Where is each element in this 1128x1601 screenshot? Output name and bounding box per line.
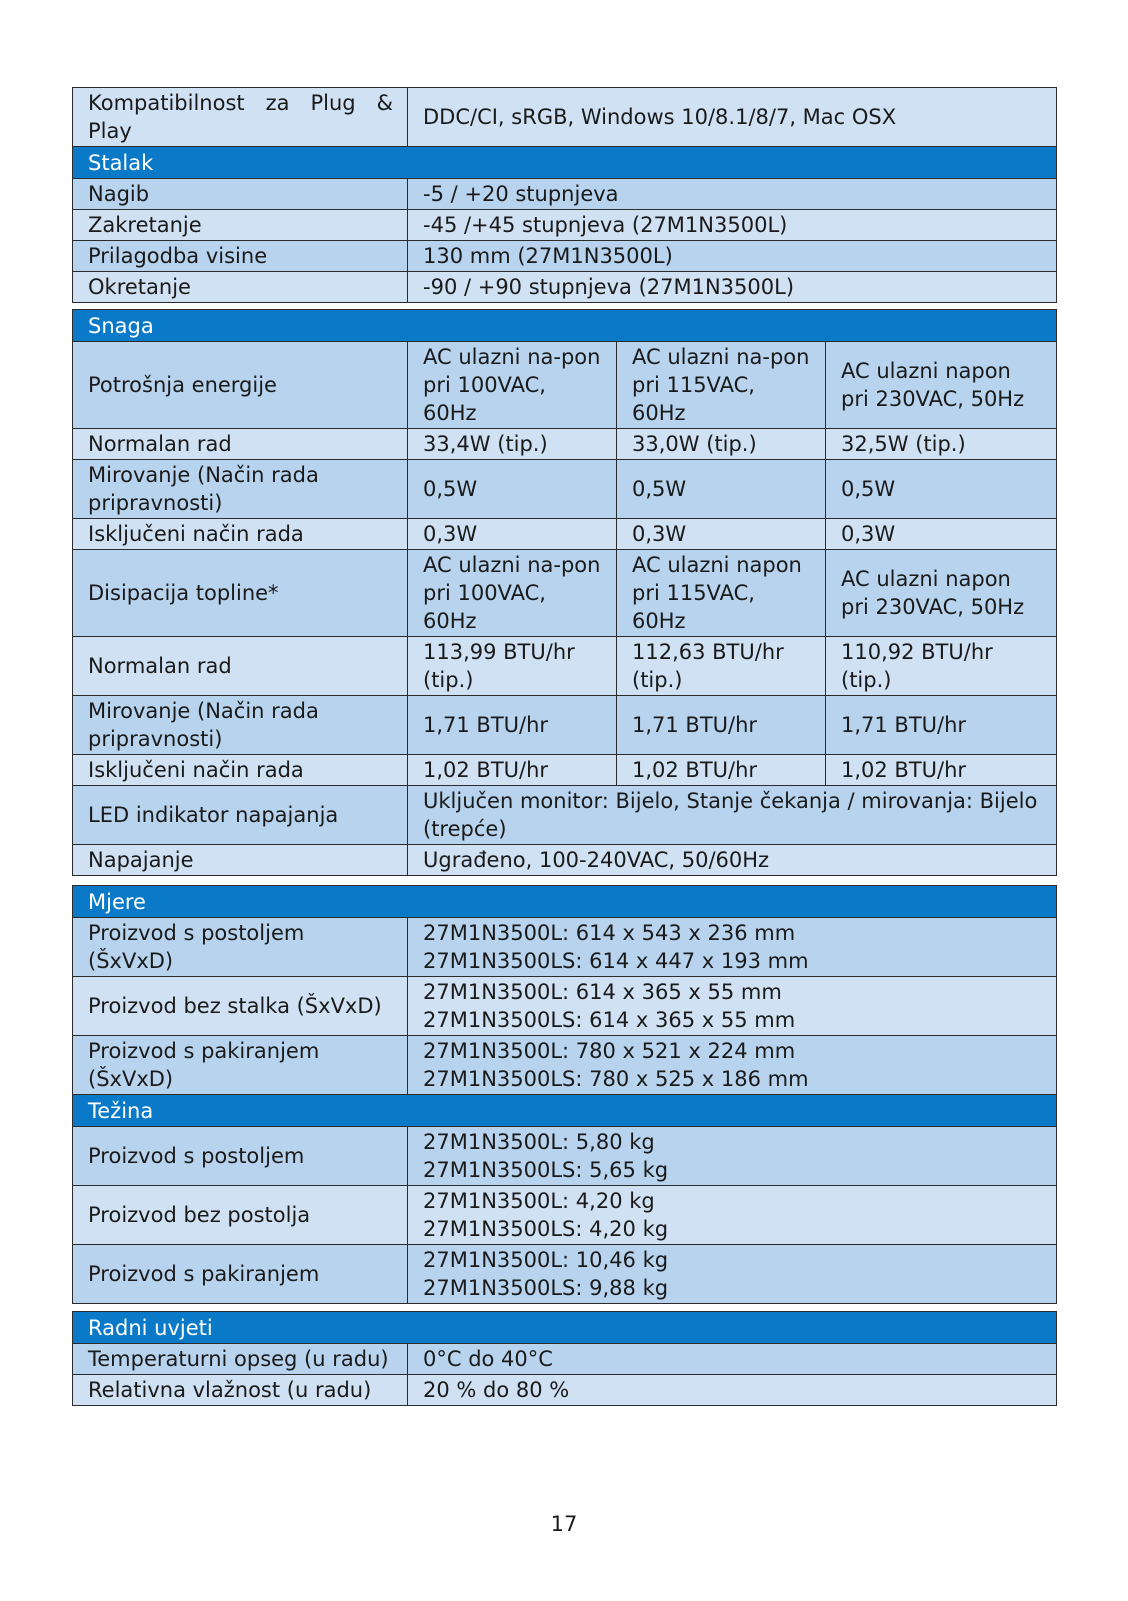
- row-label: Temperaturni opseg (u radu): [73, 1344, 408, 1375]
- row-value: [408, 1186, 1057, 1245]
- row-proizvod-s-postoljem-dim: [73, 918, 1057, 977]
- cell-115vac: 112,63 BTU/hr (tip.): [617, 637, 826, 696]
- section-header-tezina: [73, 1095, 1057, 1127]
- row-label: Napajanje: [73, 845, 408, 876]
- row-value: 0°C do 40°C: [408, 1344, 1057, 1375]
- row-label: LED indikator napajanja: [73, 786, 408, 845]
- row-proizvod-s-pakiranjem-dim: [73, 1036, 1057, 1095]
- value-line: 27M1N3500L: 614 x 543 x 236 mm: [423, 921, 796, 945]
- row-label: Prilagodba visine: [73, 241, 408, 272]
- value-line: 27M1N3500L: 4,20 kg: [423, 1189, 655, 1213]
- value-line: 27M1N3500LS: 780 x 525 x 186 mm: [423, 1067, 809, 1091]
- spec-table-operating: [72, 1311, 1057, 1406]
- row-iskljuceni-nacin-rada-btu: [73, 755, 1057, 786]
- row-relativna-vlaznost: [73, 1375, 1057, 1406]
- row-proizvod-s-pakiranjem-w: [73, 1245, 1057, 1304]
- page-number: 17: [550, 1512, 578, 1536]
- value-line: 27M1N3500LS: 614 x 365 x 55 mm: [423, 1008, 796, 1032]
- row-mirovanje-btu: [73, 696, 1057, 755]
- row-value: [408, 918, 1057, 977]
- row-label: Potrošnja energije: [73, 342, 408, 429]
- row-plug-and-play: [73, 88, 1057, 147]
- cell-230vac: 1,71 BTU/hr: [826, 696, 1057, 755]
- row-label: Proizvod s pakiranjem: [73, 1245, 408, 1304]
- section-title: Snaga: [73, 310, 1057, 342]
- row-label: Okretanje: [73, 272, 408, 303]
- row-zakretanje: [73, 210, 1057, 241]
- row-normalan-rad-btu: [73, 637, 1057, 696]
- cell-100vac: 113,99 BTU/hr (tip.): [408, 637, 617, 696]
- section-title: Stalak: [73, 147, 1057, 179]
- row-value: DDC/CI, sRGB, Windows 10/8.1/8/7, Mac OSX: [408, 88, 1057, 147]
- row-nagib: [73, 179, 1057, 210]
- row-napajanje: [73, 845, 1057, 876]
- cell-115vac: 0,5W: [617, 460, 826, 519]
- cell-230vac: 110,92 BTU/hr (tip.): [826, 637, 1057, 696]
- row-potrosnja-energije: [73, 342, 1057, 429]
- row-iskljuceni-nacin-rada: [73, 519, 1057, 550]
- cell-115vac: 1,71 BTU/hr: [617, 696, 826, 755]
- spec-table-dimensions-weight: [72, 885, 1057, 1304]
- value-line: 27M1N3500L: 10,46 kg: [423, 1248, 669, 1272]
- cell-115vac: 1,02 BTU/hr: [617, 755, 826, 786]
- cell-100vac: 0,5W: [408, 460, 617, 519]
- row-value: -45 /+45 stupnjeva (27M1N3500L): [408, 210, 1057, 241]
- section-title: Mjere: [73, 886, 1057, 918]
- row-value: -90 / +90 stupnjeva (27M1N3500L): [408, 272, 1057, 303]
- value-line: 27M1N3500LS: 5,65 kg: [423, 1158, 669, 1182]
- row-value: -5 / +20 stupnjeva: [408, 179, 1057, 210]
- row-mirovanje: [73, 460, 1057, 519]
- cell-230vac: 1,02 BTU/hr: [826, 755, 1057, 786]
- row-label: Nagib: [73, 179, 408, 210]
- row-label: Isključeni način rada: [73, 519, 408, 550]
- row-value: 130 mm (27M1N3500L): [408, 241, 1057, 272]
- row-label: Isključeni način rada: [73, 755, 408, 786]
- row-label: Relativna vlažnost (u radu): [73, 1375, 408, 1406]
- row-value: [408, 1127, 1057, 1186]
- row-value: [408, 1036, 1057, 1095]
- cell-115vac: AC ulazni na-pon pri 115VAC, 60Hz: [617, 342, 826, 429]
- section-header-mjere: [73, 886, 1057, 918]
- row-okretanje: [73, 272, 1057, 303]
- row-value: Ugrađeno, 100-240VAC, 50/60Hz: [408, 845, 1057, 876]
- cell-100vac: AC ulazni na-pon pri 100VAC, 60Hz: [408, 550, 617, 637]
- cell-115vac: 33,0W (tip.): [617, 429, 826, 460]
- cell-100vac: 1,02 BTU/hr: [408, 755, 617, 786]
- cell-230vac: AC ulazni napon pri 230VAC, 50Hz: [826, 342, 1057, 429]
- cell-100vac: 33,4W (tip.): [408, 429, 617, 460]
- cell-100vac: AC ulazni na-pon pri 100VAC, 60Hz: [408, 342, 617, 429]
- row-label: Proizvod bez stalka (ŠxVxD): [73, 977, 408, 1036]
- row-label: Proizvod s postoljem (ŠxVxD): [73, 918, 408, 977]
- cell-100vac: 0,3W: [408, 519, 617, 550]
- value-line: 27M1N3500LS: 4,20 kg: [423, 1217, 669, 1241]
- cell-115vac: AC ulazni napon pri 115VAC, 60Hz: [617, 550, 826, 637]
- cell-230vac: AC ulazni napon pri 230VAC, 50Hz: [826, 550, 1057, 637]
- section-title: Radni uvjeti: [73, 1312, 1057, 1344]
- row-label: Kompatibilnost za Plug & Play: [73, 88, 408, 147]
- cell-230vac: 32,5W (tip.): [826, 429, 1057, 460]
- row-label: Disipacija topline*: [73, 550, 408, 637]
- row-label: Proizvod s pakiranjem (ŠxVxD): [73, 1036, 408, 1095]
- row-label: Mirovanje (Način rada pripravnosti): [73, 696, 408, 755]
- row-value: [408, 977, 1057, 1036]
- row-label: Proizvod s postoljem: [73, 1127, 408, 1186]
- row-led-indikator: [73, 786, 1057, 845]
- cell-230vac: 0,3W: [826, 519, 1057, 550]
- cell-230vac: 0,5W: [826, 460, 1057, 519]
- value-line: 27M1N3500L: 5,80 kg: [423, 1130, 655, 1154]
- row-normalan-rad: [73, 429, 1057, 460]
- section-header-stalak: [73, 147, 1057, 179]
- section-header-snaga: [73, 310, 1057, 342]
- value-line: 27M1N3500LS: 9,88 kg: [423, 1276, 669, 1300]
- row-proizvod-bez-postolja-w: [73, 1186, 1057, 1245]
- row-proizvod-bez-stalka-dim: [73, 977, 1057, 1036]
- row-label: Normalan rad: [73, 637, 408, 696]
- row-disipacija-topline: [73, 550, 1057, 637]
- row-label: Mirovanje (Način rada pripravnosti): [73, 460, 408, 519]
- value-line: 27M1N3500LS: 614 x 447 x 193 mm: [423, 949, 809, 973]
- section-title: Težina: [73, 1095, 1057, 1127]
- row-value: 20 % do 80 %: [408, 1375, 1057, 1406]
- row-label: Normalan rad: [73, 429, 408, 460]
- cell-100vac: 1,71 BTU/hr: [408, 696, 617, 755]
- value-line: 27M1N3500L: 614 x 365 x 55 mm: [423, 980, 782, 1004]
- row-temperaturni-opseg: [73, 1344, 1057, 1375]
- row-value: Uključen monitor: Bijelo, Stanje čekanja / mirovanja: Bijelo (trepće): [408, 786, 1057, 845]
- row-value: [408, 1245, 1057, 1304]
- section-header-radni-uvjeti: [73, 1312, 1057, 1344]
- spec-table-stand: [72, 87, 1057, 303]
- value-line: 27M1N3500L: 780 x 521 x 224 mm: [423, 1039, 796, 1063]
- spec-table-power: [72, 309, 1057, 876]
- row-prilagodba-visine: [73, 241, 1057, 272]
- row-proizvod-s-postoljem-w: [73, 1127, 1057, 1186]
- row-label: Proizvod bez postolja: [73, 1186, 408, 1245]
- row-label: Zakretanje: [73, 210, 408, 241]
- cell-115vac: 0,3W: [617, 519, 826, 550]
